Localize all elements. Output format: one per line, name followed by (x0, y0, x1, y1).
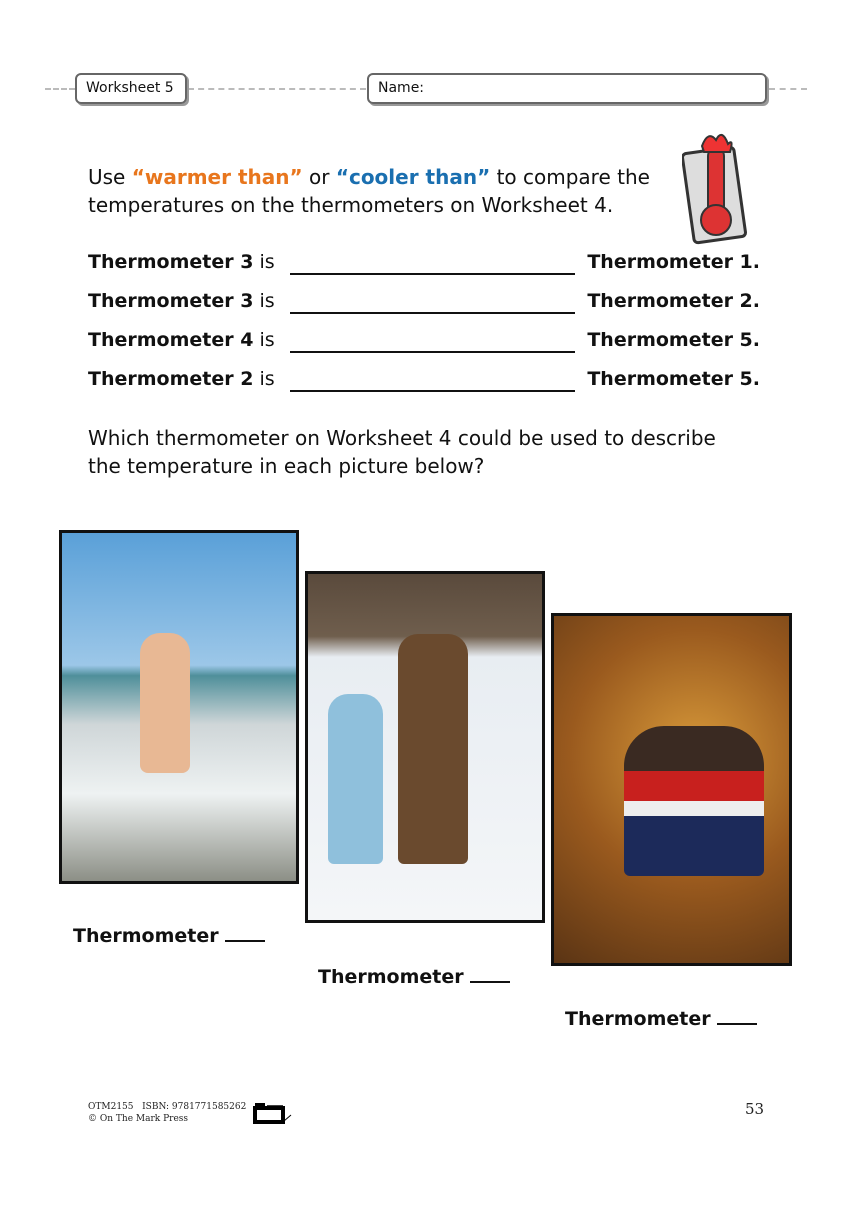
is: is (259, 329, 275, 351)
answer-blank[interactable] (717, 1023, 757, 1025)
right: Thermometer 5. (587, 329, 760, 351)
photo-snowy-walk (305, 571, 545, 923)
photo-girl-at-beach (59, 530, 299, 884)
publisher-logo-icon (253, 1102, 293, 1124)
name-label: Name: (378, 80, 425, 96)
worksheet-label: Worksheet 5 (75, 73, 187, 104)
text: the temperature in each picture below? (88, 454, 485, 478)
left: Thermometer 3 (88, 251, 254, 273)
caption-text: Thermometer (73, 925, 219, 947)
right: Thermometer 2. (587, 290, 760, 312)
isbn: ISBN: 9781771585262 (142, 1102, 247, 1112)
right: Thermometer 1. (587, 251, 760, 273)
divider (45, 88, 75, 90)
comparison-row (88, 251, 760, 277)
caption-1 (73, 925, 265, 947)
is: is (259, 368, 275, 390)
answer-blank[interactable] (290, 273, 575, 275)
product-code: OTM2155 (88, 1102, 134, 1112)
text: or (308, 165, 330, 189)
instructions (88, 163, 650, 219)
text: Use (88, 165, 126, 189)
warmer-than: “warmer than” (131, 165, 303, 189)
is: is (259, 251, 275, 273)
cooler-than: “cooler than” (335, 165, 491, 189)
thermometer-icon (682, 128, 750, 246)
left: Thermometer 3 (88, 290, 254, 312)
answer-blank[interactable] (290, 390, 575, 392)
caption-text: Thermometer (318, 966, 464, 988)
divider (769, 88, 807, 90)
answer-blank[interactable] (225, 940, 265, 942)
left: Thermometer 2 (88, 368, 254, 390)
copyright: © On The Mark Press (88, 1114, 189, 1124)
right: Thermometer 5. (587, 368, 760, 390)
comparison-row (88, 329, 760, 355)
photo-autumn-leaves (551, 613, 792, 966)
comparison-row (88, 290, 760, 316)
text: temperatures on the thermometers on Worksheet 4. (88, 193, 614, 217)
text: Which thermometer on Worksheet 4 could be used to describe (88, 426, 716, 450)
answer-blank[interactable] (290, 312, 575, 314)
name-field[interactable] (367, 73, 767, 104)
comparison-row (88, 368, 760, 394)
footer-info (88, 1101, 246, 1125)
caption-3 (565, 1008, 757, 1030)
question (88, 424, 716, 480)
answer-blank[interactable] (290, 351, 575, 353)
page-number: 53 (745, 1100, 765, 1118)
left: Thermometer 4 (88, 329, 254, 351)
caption-2 (318, 966, 510, 988)
is: is (259, 290, 275, 312)
text: to compare the (496, 165, 650, 189)
divider (188, 88, 366, 90)
caption-text: Thermometer (565, 1008, 711, 1030)
answer-blank[interactable] (470, 981, 510, 983)
